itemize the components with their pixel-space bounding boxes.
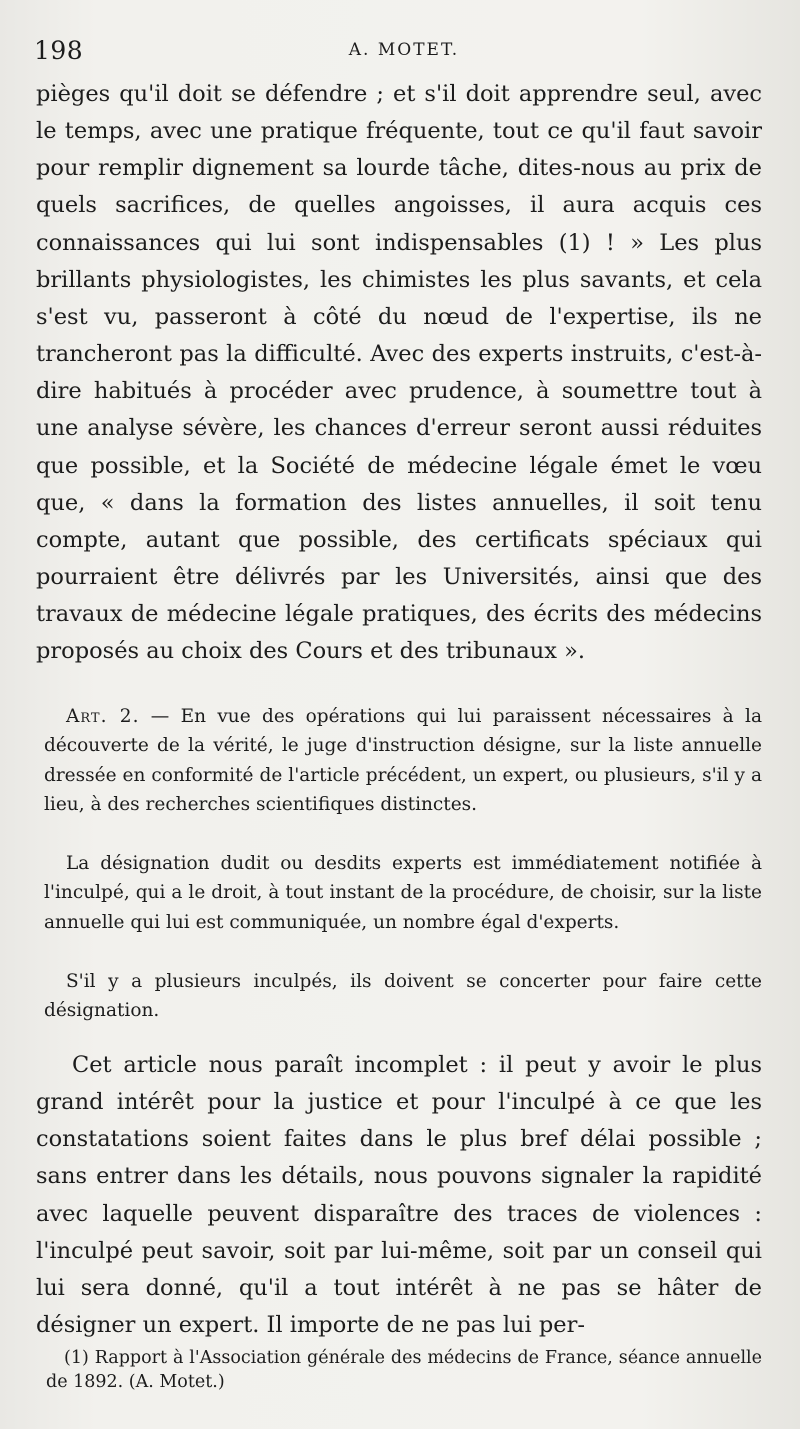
page-number: 198 [34,36,84,65]
page-header [34,36,774,76]
footnote: (1) Rapport à l'Association générale des médecins de France, séance annuelle de 1892. (A. Motet.) [46,1348,762,1392]
article-text: En vue des opérations qui lui paraissent nécessaires à la découverte de la vérité, le juge d'instruction désigne, sur la liste annuelle dressée en conformité de l'article précédent, un expert, ou plusieurs, s'il y a lieu, à des recherches scientifiques distinctes. [44,706,762,816]
article-paragraph-1 [44,702,762,820]
body-paragraph-1: pièges qu'il doit se défendre ; et s'il doit apprendre seul, avec le temps, avec une pratique fréquente, tout ce qu'il faut savoir pour remplir dignement sa lourde tâche, dites-nous au prix de quels sacrifices, de quelles angoisses, il aura acquis ces connaissances qui lui sont indispensables (1) ! » Les plus brillants physiologistes, les chimistes les plus savants, et cela s'est vu, passeront à côté du nœud de l'expertise, ils ne trancheront pas la difficulté. Avec des experts instruits, c'est-à-dire habitués à procéder avec prudence, à soumettre tout à une analyse sévère, les chances d'erreur seront aussi réduites que possible, et la Société de médecine légale émet le vœu que, « dans la formation des listes annuelles, il soit tenu compte, autant que possible, des certificats spéciaux qui pourraient être délivrés par les Universités, ainsi que des travaux de médecine légale pratiques, des écrits des médecins proposés au choix des Cours et des tribunaux ». [36,81,762,665]
article-paragraph-2: La désignation dudit ou desdits experts est immédiatement notifiée à l'inculpé, qui a le droit, à tout instant de la procédure, de choisir, sur la liste annuelle qui lui est communiquée, un nombre égal d'experts. [44,853,762,933]
article-dash: — [139,706,181,727]
body-paragraph-2: Cet article nous paraît incomplet : il peut y avoir le plus grand intérêt pour la justice et pour l'inculpé à ce que les constatations soient faites dans le plus bref délai possible ; sans entrer dans les détails, nous pouvons signaler la rapidité avec laquelle peuvent disparaître des traces de violences : l'inculpé peut savoir, soit par lui-même, soit par un conseil qui lui sera donné, qu'il a tout intérêt à ne pas se hâter de désigner un expert. Il importe de ne pas lui per- [36,1052,762,1339]
article-label: Art. 2. [66,706,140,727]
article-paragraph-3: S'il y a plusieurs inculpés, ils doivent se concerter pour faire cette désignation. [44,971,762,1022]
running-head: A. MOTET. [348,40,460,60]
